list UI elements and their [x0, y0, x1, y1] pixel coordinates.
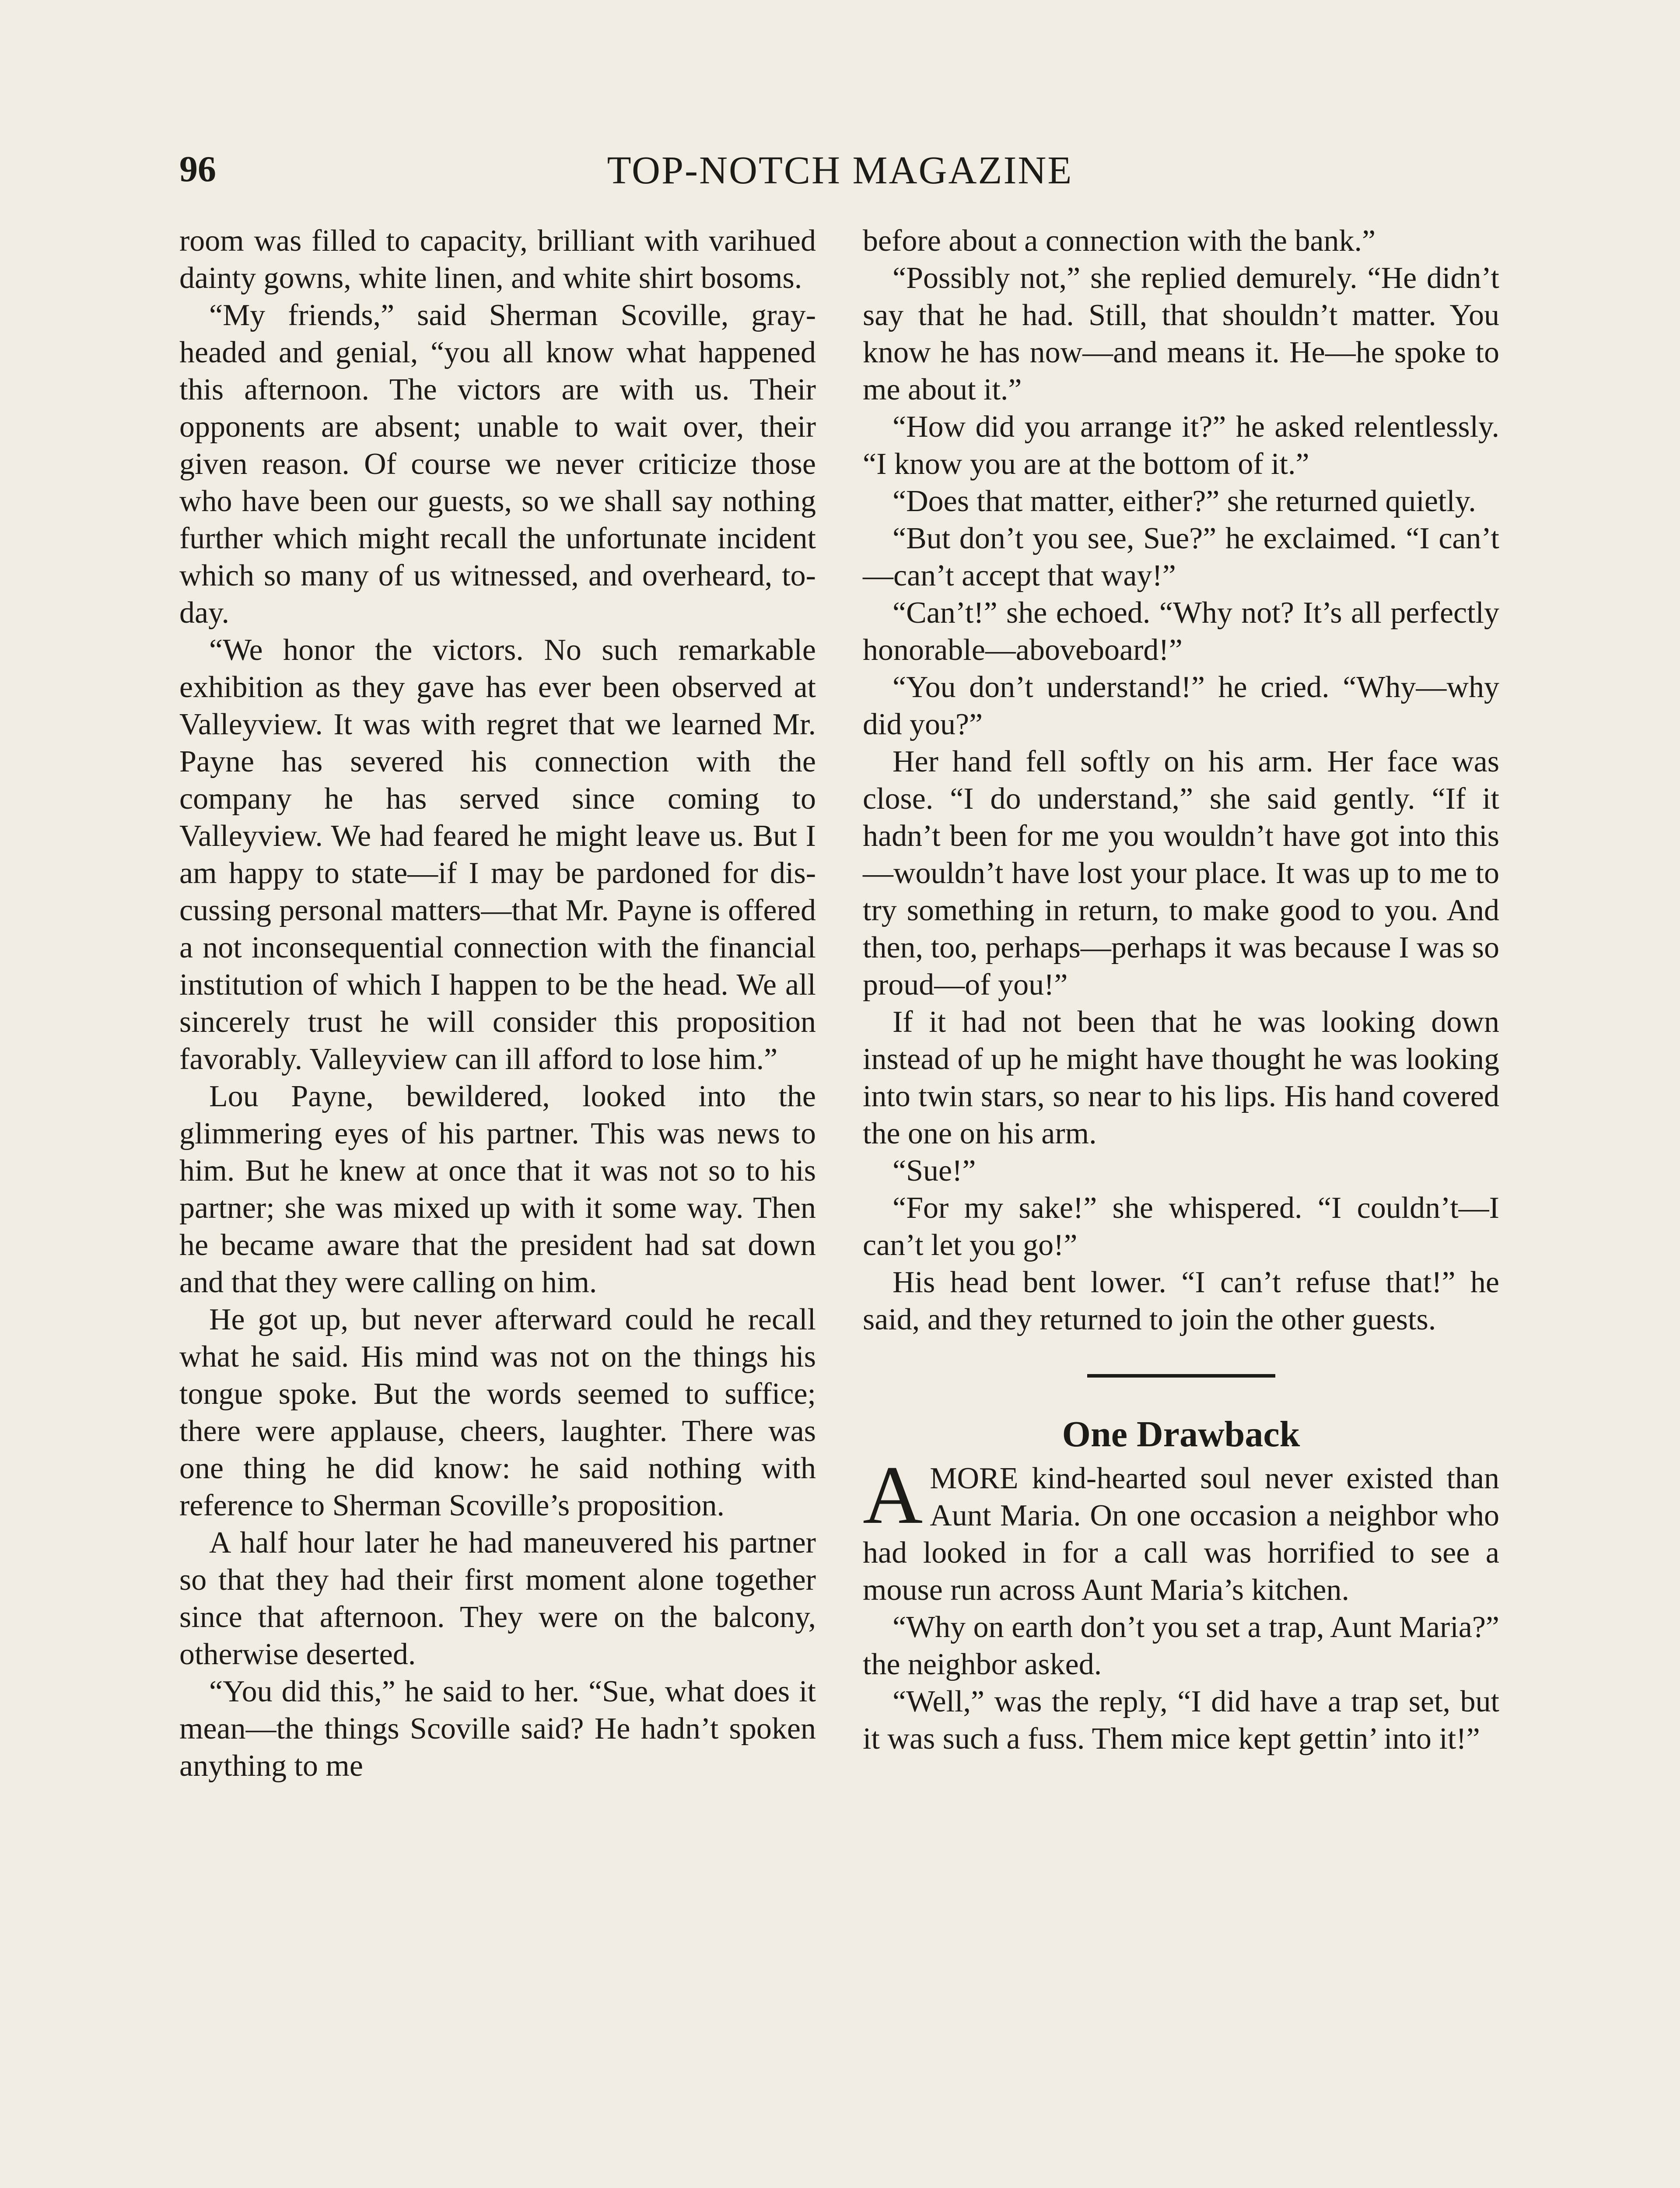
- paragraph: “We honor the victors. No such remarkable exhibition as they gave has ever been observed at Valleyview. It was with regret that we learned Mr. Payne has severed his connection with the company he has served since coming to Valleyview. We had feared he might leave us. But I am happy to state—if I may be pardoned for discussing personal matters—that Mr. Payne is offered a not inconsequential connection with the financial institution of which I happen to be the head. We all sincerely trust he will consider this proposition favorably. Valleyview can ill afford to lose him.”: [179, 633, 816, 1076]
- filler-paragraph: “Why on earth don’t you set a trap, Aunt Maria?” the neighbor asked.: [863, 1610, 1499, 1681]
- paragraph: “Can’t!” she echoed. “Why not? It’s all perfectly honorable—aboveboard!”: [863, 596, 1499, 667]
- paragraph: A half hour later he had maneuvered his partner so that they had their first moment alone together since that afternoon. They were on the balcony, otherwise deserted.: [179, 1526, 816, 1671]
- filler-title: One Drawback: [1062, 1414, 1300, 1455]
- right-column: [863, 222, 1499, 1757]
- filler-paragraph: “Well,” was the reply, “I did have a trap set, but it was such a fuss. Them mice kept gettin’ into it!”: [863, 1685, 1499, 1756]
- filler-first-text: MORE kind-hearted soul never existed than Aunt Maria. On one occasion a neighbor who had looked in for a call was horrified to see a mouse run across Aunt Maria’s kitchen.: [863, 1462, 1499, 1607]
- paragraph: “You don’t understand!” he cried. “Why—why did you?”: [863, 670, 1499, 741]
- paragraph: “For my sake!” she whispered. “I couldn’t—I can’t let you go!”: [863, 1191, 1499, 1262]
- paragraph: room was filled to capacity, brilliant with varihued dainty gowns, white linen, and white shirt bosoms.: [179, 224, 816, 295]
- paragraph: He got up, but never afterward could he recall what he said. His mind was not on the things his tongue spoke. But the words seemed to suffice; there were applause, cheers, laughter. There was one thing he did know: he said nothing with reference to Sherman Scoville’s proposition.: [179, 1303, 816, 1522]
- paragraph: “Sue!”: [892, 1154, 976, 1188]
- section-divider: [1087, 1374, 1275, 1378]
- left-column: [179, 222, 816, 1785]
- paragraph: “My friends,” said Sherman Scoville, gray-headed and genial, “you all know what happened this afternoon. The victors are with us. Their opponents are absent; unable to wait over, their given reason. Of course we never criticize those who have been our guests, so we shall say nothing further which might recall the unfortunate incident which so many of us witnessed, and overheard, to-day.: [179, 298, 816, 630]
- running-head: TOP-NOTCH MAGAZINE: [607, 149, 1073, 192]
- page-number: 96: [179, 149, 216, 189]
- paragraph: If it had not been that he was looking down instead of up he might have thought he was looking into twin stars, so near to his lips. His hand covered the one on his arm.: [863, 1005, 1499, 1150]
- paragraph: Lou Payne, bewildered, looked into the glimmering eyes of his partner. This was news to him. But he knew at once that it was not so to his partner; she was mixed up with it some way. Then he became aware that the president had sat down and that they were calling on him.: [179, 1080, 816, 1299]
- paragraph: Her hand fell softly on his arm. Her face was close. “I do understand,” she said gently. “If it hadn’t been for me you wouldn’t have got into this —wouldn’t have lost your place. It was up to me to try something in return, to make good to you. And then, too, perhaps—perhaps it was because I was so proud—of you!”: [863, 745, 1499, 1002]
- paragraph: His head bent lower. “I can’t refuse that!” he said, and they returned to join the other guests.: [863, 1266, 1499, 1336]
- drop-cap: A: [863, 1449, 923, 1541]
- paragraph: before about a connection with the bank.”: [863, 224, 1376, 258]
- filler-first-paragraph: [863, 1449, 1499, 1609]
- paragraph: “How did you arrange it?” he asked relentlessly. “I know you are at the bottom of it.”: [863, 410, 1499, 481]
- paragraph: “You did this,” he said to her. “Sue, what does it mean—the things Scoville said? He hadn’t spoken anything to me: [179, 1675, 816, 1783]
- paragraph: “Possibly not,” she replied demurely. “He didn’t say that he had. Still, that shouldn’t matter. You know he has now—and means it. He—he spoke to me about it.”: [863, 261, 1499, 407]
- paragraph: “But don’t you see, Sue?” he exclaimed. “I can’t—can’t accept that way!”: [863, 522, 1499, 593]
- paragraph: “Does that matter, either?” she returned quietly.: [892, 484, 1476, 518]
